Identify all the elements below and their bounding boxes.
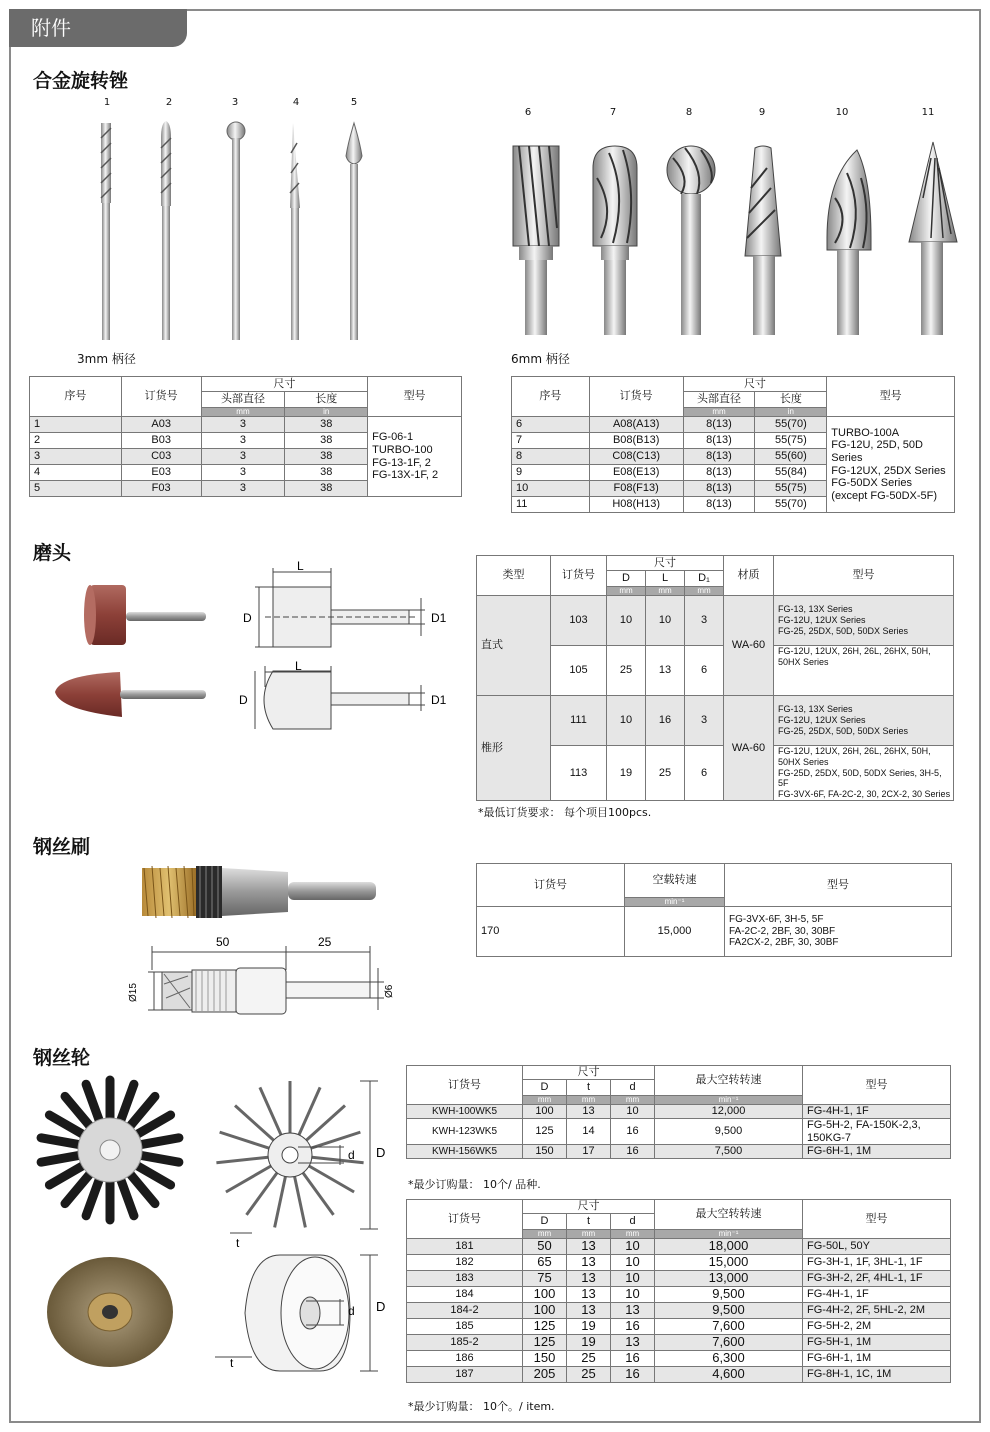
table-cell: 13,000 (655, 1271, 803, 1287)
table-cell: mm (607, 587, 646, 596)
table-cell: 3 (201, 433, 285, 449)
unit-cell: mm (683, 408, 755, 417)
burr-9 (745, 146, 781, 335)
table-cell: 3 (201, 465, 285, 481)
wheel-table-2 (406, 1199, 951, 1383)
dim-D1: D1 (431, 611, 447, 625)
col-header: 订货号 (551, 556, 607, 596)
col-header: 型号 (368, 377, 462, 417)
table-cell: FG-6H-1, 1M (803, 1351, 951, 1367)
burr-number: 6 (524, 107, 532, 118)
table-cell: 8(13) (683, 417, 755, 433)
table-cell: 182 (407, 1255, 523, 1271)
dim-25: 25 (318, 935, 332, 949)
col-header: t (567, 1080, 611, 1096)
burr-number: 3 (231, 97, 239, 108)
table-cell: FG-5H-2, FA-150K-2,3, 150KG-7 (803, 1119, 951, 1145)
dim-D: D (243, 611, 252, 625)
burr-2 (161, 121, 171, 340)
table-cell: KWH-100WK5 (407, 1105, 523, 1119)
table-cell: 185 (407, 1319, 523, 1335)
conical-stone (55, 672, 206, 717)
table-cell: 55(84) (755, 465, 827, 481)
large-shank-caption: 6mm 柄径 (511, 352, 570, 366)
table-cell: mm (611, 1230, 655, 1239)
table-cell: 3 (685, 696, 724, 746)
table-cell: 13 (567, 1239, 611, 1255)
table-cell: 10 (607, 596, 646, 646)
table-cell: 50 (523, 1239, 567, 1255)
burr-number: 2 (165, 97, 173, 108)
table-cell: 13 (567, 1303, 611, 1319)
col-header: 材质 (724, 556, 774, 596)
table-cell: 15,000 (655, 1255, 803, 1271)
table-cell: 125 (523, 1335, 567, 1351)
table-row (30, 417, 462, 433)
col-header: 订货号 (121, 377, 201, 417)
col-header: 最大空转转速 (655, 1066, 803, 1096)
straight-stone (84, 585, 206, 645)
table-row (477, 696, 954, 746)
grinding-dimension-diagram (235, 560, 465, 740)
table-cell: 15,000 (625, 907, 725, 957)
burr-number: 10 (835, 107, 849, 118)
col-header: 订货号 (407, 1200, 523, 1239)
col-header: 尺寸 (523, 1066, 655, 1080)
table-cell: 55(60) (755, 449, 827, 465)
table-cell: 16 (646, 696, 685, 746)
table-cell: 9,500 (655, 1287, 803, 1303)
table-cell: 8 (512, 449, 590, 465)
col-header: d (611, 1214, 655, 1230)
table-cell: FG-4H-1, 1F (803, 1105, 951, 1119)
table-cell: 12,000 (655, 1105, 803, 1119)
table-row (407, 1303, 951, 1319)
col-header: D₁ (685, 571, 724, 587)
table-cell: 6,300 (655, 1351, 803, 1367)
table-cell: WA-60 (724, 696, 774, 801)
burr-number: 7 (609, 107, 617, 118)
wheel-title: 钢丝轮 (33, 1047, 91, 1069)
model-cell: TURBO-100A FG-12U, 25D, 50D Series FG-12UX, 25DX Series FG-50DX Series (except FG-50DX-5F) (827, 417, 955, 513)
wheel-note-2: *最少订购量： 10个。/ item. (408, 1400, 555, 1413)
table-cell: E03 (121, 465, 201, 481)
table-cell: 18,000 (655, 1239, 803, 1255)
grinding-title: 磨头 (33, 542, 72, 564)
table-cell: 10 (611, 1287, 655, 1303)
burr-4 (290, 123, 300, 340)
table-row (407, 1367, 951, 1383)
table-cell: 150 (523, 1145, 567, 1159)
table-cell: 10 (611, 1105, 655, 1119)
col-header: D (523, 1214, 567, 1230)
unit-cell: mm (201, 408, 285, 417)
col-header: 尺寸 (607, 556, 724, 571)
table-cell: 8(13) (683, 449, 755, 465)
table-cell: 椎形 (477, 696, 551, 801)
table-cell: B03 (121, 433, 201, 449)
table-row (477, 907, 952, 957)
table-cell: 10 (611, 1255, 655, 1271)
table-cell: 65 (523, 1255, 567, 1271)
col-header: 型号 (774, 556, 954, 596)
dim-t: t (230, 1356, 234, 1370)
table-cell: 10 (611, 1271, 655, 1287)
table-cell: mm (567, 1230, 611, 1239)
burr-table-6mm (511, 376, 955, 513)
wheel-table-1 (406, 1065, 951, 1159)
table-cell: 55(75) (755, 481, 827, 497)
burr-number: 11 (921, 107, 935, 118)
table-cell: 3 (30, 449, 122, 465)
table-cell: 8(13) (683, 497, 755, 513)
col-header: 尺寸 (523, 1200, 655, 1214)
table-row (407, 1335, 951, 1351)
table-row (407, 1319, 951, 1335)
table-row (407, 1271, 951, 1287)
col-header: t (567, 1214, 611, 1230)
table-cell: 9 (512, 465, 590, 481)
table-cell: 13 (567, 1105, 611, 1119)
col-header: 空载转速 (625, 864, 725, 898)
crimped-wheel-image (45, 1255, 175, 1370)
table-cell: 16 (611, 1351, 655, 1367)
col-header: 类型 (477, 556, 551, 596)
table-cell: 17 (567, 1145, 611, 1159)
table-cell: 7,600 (655, 1335, 803, 1351)
table-cell: 170 (477, 907, 625, 957)
table-cell: 16 (611, 1319, 655, 1335)
table-cell: mm (685, 587, 724, 596)
section-tab: 附件 (9, 9, 187, 47)
dim-D1: D1 (431, 693, 447, 707)
table-cell: 38 (285, 465, 368, 481)
table-cell: mm (646, 587, 685, 596)
table-cell: 150 (523, 1351, 567, 1367)
wire-brush-image (138, 858, 383, 928)
table-cell: 3 (201, 449, 285, 465)
col-header: 序号 (512, 377, 590, 417)
table-cell: 8(13) (683, 433, 755, 449)
table-cell: F08(F13) (589, 481, 683, 497)
table-row (407, 1105, 951, 1119)
table-cell: min⁻¹ (655, 1096, 803, 1105)
table-cell: 185-2 (407, 1335, 523, 1351)
table-cell: 3 (201, 417, 285, 433)
table-cell: KWH-123WK5 (407, 1119, 523, 1145)
table-cell: 9,500 (655, 1303, 803, 1319)
col-header: 尺寸 (683, 377, 827, 392)
table-cell: 187 (407, 1367, 523, 1383)
dim-d15: Ø15 (128, 983, 139, 1002)
col-header: 订货号 (477, 864, 625, 907)
burr-number: 4 (292, 97, 300, 108)
dim-L: L (295, 659, 302, 673)
table-cell: 7,500 (655, 1145, 803, 1159)
dim-t: t (236, 1236, 240, 1250)
table-cell: H08(H13) (589, 497, 683, 513)
table-cell: 38 (285, 433, 368, 449)
table-cell: 6 (512, 417, 590, 433)
table-cell: 16 (611, 1367, 655, 1383)
col-header: D (523, 1080, 567, 1096)
col-header: 型号 (803, 1066, 951, 1105)
table-cell: 6 (685, 746, 724, 801)
table-cell: 184 (407, 1287, 523, 1303)
table-cell: 38 (285, 417, 368, 433)
col-header: D (607, 571, 646, 587)
table-cell: 4 (30, 465, 122, 481)
table-cell: 13 (646, 646, 685, 696)
table-cell: FG-3H-1, 1F, 3HL-1, 1F (803, 1255, 951, 1271)
table-cell: C03 (121, 449, 201, 465)
col-header: 尺寸 (201, 377, 368, 392)
table-cell: 13 (567, 1287, 611, 1303)
table-cell: FG-8H-1, 1C, 1M (803, 1367, 951, 1383)
burr-1 (101, 123, 111, 340)
table-cell: 38 (285, 449, 368, 465)
table-cell: 8(13) (683, 465, 755, 481)
table-cell: FG-13, 13X Series FG-12U, 12UX Series FG-25, 25DX, 50D, 50DX Series (774, 596, 954, 646)
table-cell: FG-6H-1, 1M (803, 1145, 951, 1159)
table-cell: 10 (646, 596, 685, 646)
table-row (407, 1145, 951, 1159)
table-row (477, 596, 954, 646)
table-cell: 4,600 (655, 1367, 803, 1383)
table-row (512, 417, 955, 433)
model-cell: FG-06-1 TURBO-100 FG-13-1F, 2 FG-13X-1F, 2 (368, 417, 462, 497)
burr-8 (667, 146, 715, 335)
table-cell: FG-3H-2, 2F, 4HL-1, 1F (803, 1271, 951, 1287)
table-cell: 7,600 (655, 1319, 803, 1335)
table-cell: FG-5H-2, 2M (803, 1319, 951, 1335)
brush-title: 钢丝刷 (33, 836, 91, 858)
table-cell: 103 (551, 596, 607, 646)
burr-6 (513, 146, 559, 335)
brush-bristles (142, 866, 196, 918)
dim-L: L (297, 559, 304, 573)
table-cell: WA-60 (724, 596, 774, 696)
table-cell: 19 (567, 1319, 611, 1335)
burr-7 (593, 146, 637, 335)
col-header: 型号 (827, 377, 955, 417)
table-cell: 10 (512, 481, 590, 497)
table-cell: 16 (611, 1145, 655, 1159)
table-cell: 183 (407, 1271, 523, 1287)
table-cell: mm (567, 1096, 611, 1105)
table-cell: 9,500 (655, 1119, 803, 1145)
table-cell: FG-4H-2, 2F, 5HL-2, 2M (803, 1303, 951, 1319)
table-cell: B08(B13) (589, 433, 683, 449)
col-header: 长度 (755, 392, 827, 408)
col-header: 型号 (725, 864, 952, 907)
table-cell: 5 (30, 481, 122, 497)
table-cell: 直式 (477, 596, 551, 696)
table-cell: 55(70) (755, 417, 827, 433)
table-cell: A08(A13) (589, 417, 683, 433)
table-cell: FG-5H-1, 1M (803, 1335, 951, 1351)
table-cell: 100 (523, 1303, 567, 1319)
table-cell: FG-13, 13X Series FG-12U, 12UX Series FG-25, 25DX, 50D, 50DX Series (774, 696, 954, 746)
table-cell: FG-12U, 12UX, 26H, 26L, 26HX, 50H, 50HX Series (774, 646, 954, 696)
table-cell: 8(13) (683, 481, 755, 497)
burrs-title: 合金旋转锉 (33, 70, 129, 92)
table-cell: E08(E13) (589, 465, 683, 481)
table-cell: 75 (523, 1271, 567, 1287)
table-cell: 10 (607, 696, 646, 746)
col-header: 订货号 (407, 1066, 523, 1105)
wire-brush-diagram (110, 932, 410, 1022)
table-cell: A03 (121, 417, 201, 433)
table-cell: mm (523, 1096, 567, 1105)
table-cell: KWH-156WK5 (407, 1145, 523, 1159)
col-header: 头部直径 (201, 392, 285, 408)
col-header: 头部直径 (683, 392, 755, 408)
grinding-note: *最低订货要求： 每个项目100pcs. (478, 806, 652, 819)
table-cell: 55(70) (755, 497, 827, 513)
table-cell: 100 (523, 1287, 567, 1303)
table-cell: 13 (567, 1271, 611, 1287)
large-burrs-image (505, 138, 965, 338)
table-cell: 25 (607, 646, 646, 696)
col-header: d (611, 1080, 655, 1096)
table-cell: min⁻¹ (655, 1230, 803, 1239)
burr-5 (346, 123, 362, 340)
burr-number: 8 (685, 107, 693, 118)
col-header: 型号 (803, 1200, 951, 1239)
dim-50: 50 (216, 935, 230, 949)
col-header: L (646, 571, 685, 587)
table-row (407, 1255, 951, 1271)
burr-10 (827, 150, 871, 335)
burr-3 (227, 122, 245, 340)
small-burrs-image (90, 118, 380, 343)
table-cell: mm (523, 1230, 567, 1239)
table-cell: C08(C13) (589, 449, 683, 465)
table-row (407, 1239, 951, 1255)
table-cell: 13 (611, 1335, 655, 1351)
brush-table (476, 863, 952, 957)
table-cell: 19 (607, 746, 646, 801)
table-cell: 3 (201, 481, 285, 497)
table-cell: FG-50L, 50Y (803, 1239, 951, 1255)
burr-table-3mm (29, 376, 462, 497)
table-cell: 13 (611, 1303, 655, 1319)
table-cell: 1 (30, 417, 122, 433)
table-cell: 13 (567, 1255, 611, 1271)
table-cell: FG-12U, 12UX, 26H, 26L, 26HX, 50H, 50HX Series FG-25D, 25DX, 50D, 50DX Series, 3H-5, 5F FG-3VX-6F, FA-2C-2, 30, 2CX-2, 30 Series (774, 746, 954, 801)
burr-number: 1 (103, 97, 111, 108)
table-cell: 11 (512, 497, 590, 513)
table-cell: 10 (611, 1239, 655, 1255)
table-cell: 14 (567, 1119, 611, 1145)
small-shank-caption: 3mm 柄径 (77, 352, 136, 366)
table-cell: 19 (567, 1335, 611, 1351)
dim-D: D (376, 1145, 386, 1160)
table-cell: 16 (611, 1119, 655, 1145)
table-cell: FG-3VX-6F, 3H-5, 5F FA-2C-2, 2BF, 30, 30BF FA2CX-2, 2BF, 30, 30BF (725, 907, 952, 957)
burr-number: 5 (350, 97, 358, 108)
table-row (407, 1287, 951, 1303)
table-row (407, 1119, 951, 1145)
burr-11 (909, 142, 957, 335)
table-cell: 25 (567, 1351, 611, 1367)
table-cell: 7 (512, 433, 590, 449)
table-cell: 38 (285, 481, 368, 497)
table-cell: 111 (551, 696, 607, 746)
table-cell: F03 (121, 481, 201, 497)
grinding-table (476, 555, 954, 801)
table-cell: 3 (685, 596, 724, 646)
dim-d6: Ø6 (384, 984, 395, 998)
table-cell: 186 (407, 1351, 523, 1367)
table-cell: 105 (551, 646, 607, 696)
table-cell: 25 (567, 1367, 611, 1383)
table-cell: 113 (551, 746, 607, 801)
dim-D: D (239, 693, 248, 707)
table-row (407, 1351, 951, 1367)
col-header: 长度 (285, 392, 368, 408)
dim-d: d (348, 1148, 355, 1162)
knotted-wheel-image (35, 1075, 185, 1225)
table-cell: 181 (407, 1239, 523, 1255)
table-cell: 2 (30, 433, 122, 449)
col-header: 订货号 (589, 377, 683, 417)
table-cell: 25 (646, 746, 685, 801)
wheel-note-1: *最少订购量： 10个/ 品种. (408, 1178, 541, 1191)
table-cell: 125 (523, 1319, 567, 1335)
table-cell: FG-4H-1, 1F (803, 1287, 951, 1303)
unit-cell: in (755, 408, 827, 417)
table-cell: 125 (523, 1119, 567, 1145)
grinding-stones-image (50, 580, 220, 720)
table-cell: mm (611, 1096, 655, 1105)
dim-D: D (376, 1299, 386, 1314)
table-cell: 100 (523, 1105, 567, 1119)
table-cell: 205 (523, 1367, 567, 1383)
dim-d: d (348, 1304, 355, 1318)
table-cell: 184-2 (407, 1303, 523, 1319)
table-cell: 6 (685, 646, 724, 696)
burr-number: 9 (758, 107, 766, 118)
table-cell: 55(75) (755, 433, 827, 449)
unit-cell: in (285, 408, 368, 417)
col-header: 序号 (30, 377, 122, 417)
col-header: 最大空转转速 (655, 1200, 803, 1230)
wheel-dimension-diagram (210, 1075, 405, 1375)
table-cell: min⁻¹ (625, 898, 725, 907)
